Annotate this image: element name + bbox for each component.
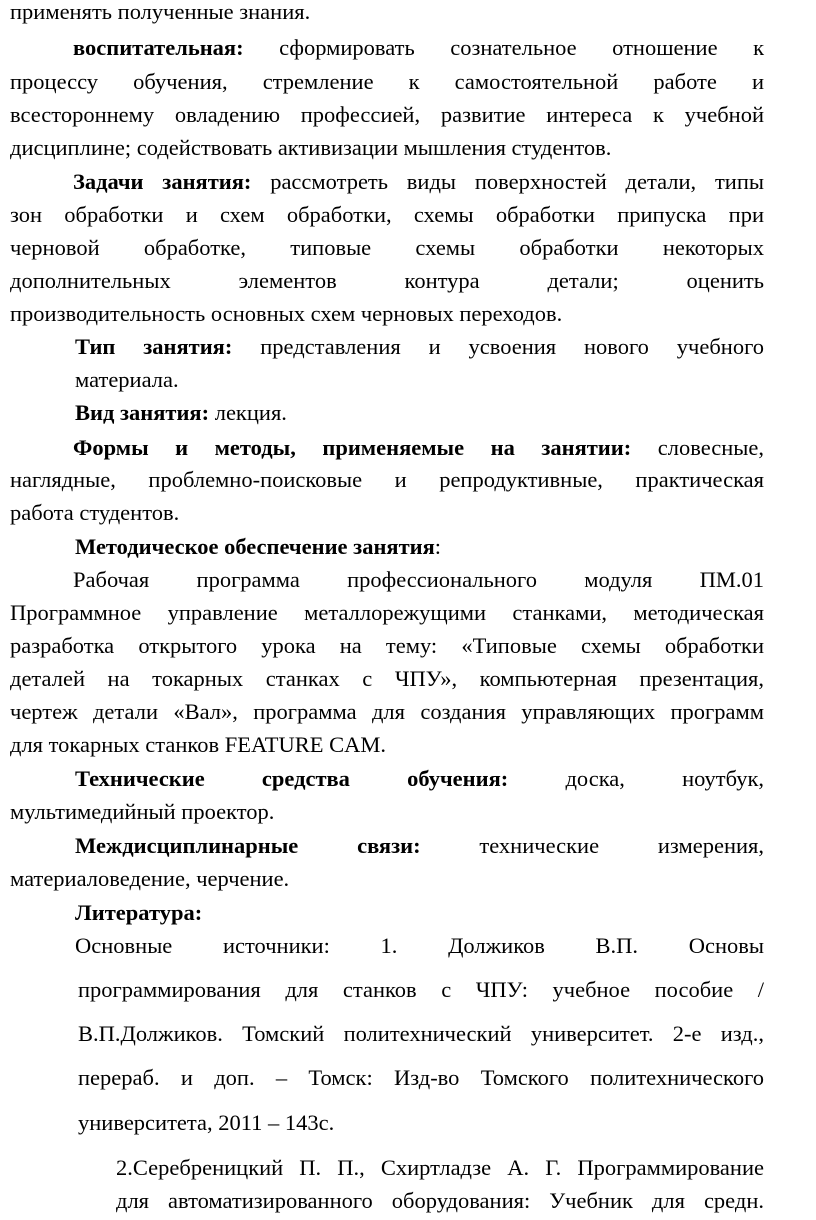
lesson-type-label: Тип занятия: [75,334,233,359]
literature-line: университета, 2011 – 143с. [78,1110,335,1135]
methodical-heading: Методическое обеспечение занятия: [75,534,442,559]
paragraph-line: для токарных станков FEATURE CAM. [10,732,386,757]
paragraph-line: производительность основных схем черновых переходов. [10,301,563,326]
technical-label: Технические средства обучения: [75,766,509,791]
paragraph-line: работа студентов. [10,500,180,525]
forms-label: Формы и методы, применяемые на занятии: [73,435,632,460]
paragraph-line: дисциплине; содействовать активизации мышления студентов. [10,135,612,160]
lesson-kind-label: Вид занятия: [75,400,210,425]
paragraph-line: материаловедение, черчение. [10,866,290,891]
paragraph-line: зон обработки и схем обработки, схемы обработки припуска при [10,202,764,227]
literature-line: 2.Серебреницкий П. П., Схиртладзе А. Г. Программирование [116,1155,764,1180]
interdisciplinary-line: Междисциплинарные связи: технические измерения, [75,833,764,858]
paragraph-line: дополнительных элементов контура детали; оценить [10,268,764,293]
educational-goal-label: воспитательная: [73,35,244,60]
interdisciplinary-label: Междисциплинарные связи: [75,833,421,858]
technical-line: Технические средства обучения: доска, ноутбук, [75,766,764,791]
literature-line: В.П.Должиков. Томский политехнический университет. 2-е изд., [78,1021,764,1046]
literature-line: Основные источники: 1. Должиков В.П. Основы [75,933,764,958]
paragraph-line: процессу обучения, стремление к самостоятельной работе и [10,69,764,94]
paragraph-line: наглядные, проблемно-поисковые и репродуктивные, практическая [10,467,764,492]
paragraph-line: деталей на токарных станках с ЧПУ», компьютерная презентация, [10,666,764,691]
paragraph-line: всестороннему овладению профессией, развитие интереса к учебной [10,102,764,127]
paragraph-line: Рабочая программа профессионального модуля ПМ.01 [73,567,764,592]
paragraph-line: черновой обработке, типовые схемы обработки некоторых [10,235,764,260]
literature-heading [75,897,764,929]
paragraph-line: мультимедийный проектор. [10,799,275,824]
paragraph-line: Программное управление металлорежущими станками, методическая [10,600,764,625]
tasks-line: Задачи занятия: рассмотреть виды поверхностей детали, типы [73,169,764,194]
literature-label: Литература: [75,900,203,925]
tasks-label: Задачи занятия: [73,169,252,194]
paragraph-line: разработка открытого урока на тему: «Типовые схемы обработки [10,633,764,658]
paragraph-line: материала. [75,367,179,392]
lesson-type-line: Тип занятия: представления и усвоения нового учебного [75,334,765,359]
paragraph-line: чертеж детали «Вал», программа для создания управляющих программ [10,699,764,724]
lesson-kind-line: Вид занятия: лекция. [75,400,287,425]
literature-line: перераб. и доп. – Томск: Изд-во Томского политехнического [78,1065,764,1090]
literature-line: для автоматизированного оборудования: Учебник для средн. [116,1188,764,1213]
educational-goal-line: воспитательная: сформировать сознательное отношение к [73,35,764,60]
methodical-label: Методическое обеспечение занятия [75,534,435,559]
forms-line: Формы и методы, применяемые на занятии: словесные, [73,435,764,460]
literature-line: программирования для станков с ЧПУ: учебное пособие / [78,977,764,1002]
paragraph-line: применять полученные знания. [10,0,311,24]
